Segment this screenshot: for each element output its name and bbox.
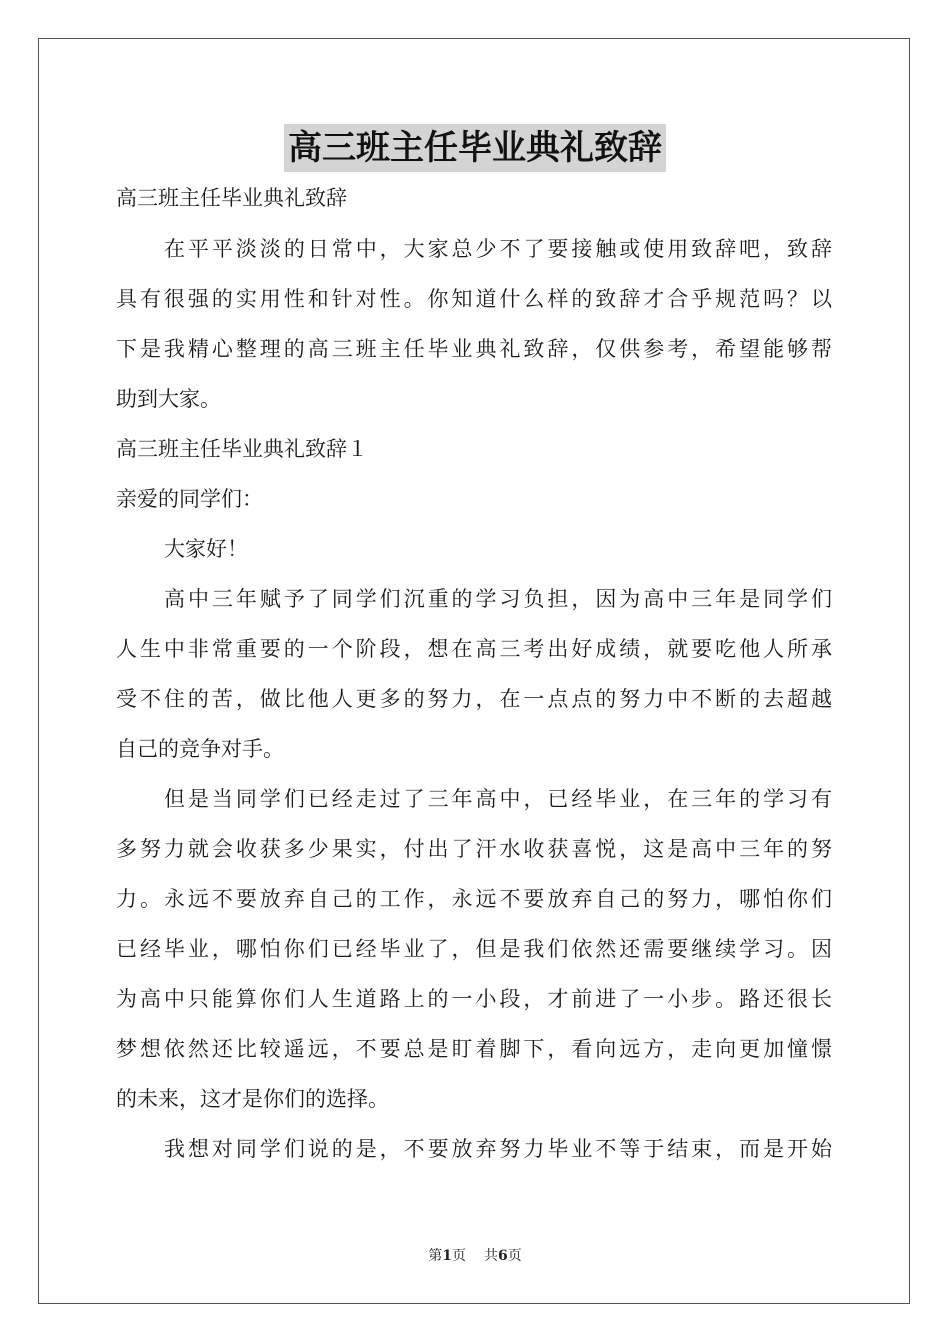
- paragraph-line: 下是我精心整理的高三班主任毕业典礼致辞，仅供参考，希望能够帮: [116, 337, 832, 361]
- title-container: [0, 124, 950, 172]
- paragraph-line: 我想对同学们说的是，不要放弃努力毕业不等于结束，而是开始: [164, 1137, 832, 1161]
- document-title: 高三班主任毕业典礼致辞: [284, 124, 666, 172]
- section-heading: 高三班主任毕业典礼致辞１: [116, 437, 368, 461]
- paragraph-line: 高中三年赋予了同学们沉重的学习负担，因为高中三年是同学们: [164, 587, 832, 611]
- page-suffix: 页: [452, 1248, 466, 1264]
- paragraph-line: 但是当同学们已经走过了三年高中，已经毕业，在三年的学习有: [164, 787, 832, 811]
- total-suffix: 页: [507, 1248, 522, 1264]
- paragraph-line: 受不住的苦，做比他人更多的努力，在一点点的努力中不断的去超越: [116, 687, 832, 711]
- paragraph-line: 自己的竞争对手。: [116, 737, 284, 761]
- paragraph-line: 多努力就会收获多少果实，付出了汗水收获喜悦，这是高中三年的努: [116, 837, 832, 861]
- page-border: [38, 38, 910, 1304]
- subtitle-line: 高三班主任毕业典礼致辞: [116, 186, 347, 210]
- salutation-line: 亲爱的同学们：: [116, 487, 263, 511]
- page-number: 1: [442, 1248, 452, 1264]
- paragraph-line: 力。永远不要放弃自己的工作，永远不要放弃自己的努力，哪怕你们: [116, 887, 832, 911]
- paragraph-line: 的未来，这才是你们的选择。: [116, 1087, 389, 1111]
- paragraph-line: 助到大家。: [116, 387, 221, 411]
- total-pages: 6: [498, 1248, 508, 1264]
- paragraph-line: 在平平淡淡的日常中，大家总少不了要接触或使用致辞吧，致辞: [164, 237, 832, 261]
- paragraph-line: 为高中只能算你们人生道路上的一小段，才前进了一小步。路还很长: [116, 987, 832, 1011]
- page-footer: [0, 1246, 950, 1266]
- paragraph-line: 具有很强的实用性和针对性。你知道什么样的致辞才合乎规范吗？以: [116, 287, 832, 311]
- paragraph-line: 已经毕业，哪怕你们已经毕业了，但是我们依然还需要继续学习。因: [116, 937, 832, 961]
- paragraph-line: 人生中非常重要的一个阶段，想在高三考出好成绩，就要吃他人所承: [116, 637, 832, 661]
- total-prefix: 共: [484, 1248, 498, 1264]
- greeting-line: 大家好！: [164, 537, 248, 561]
- page-prefix: 第: [428, 1248, 443, 1264]
- paragraph-line: 梦想依然还比较遥远，不要总是盯着脚下，看向远方，走向更加憧憬: [116, 1037, 832, 1061]
